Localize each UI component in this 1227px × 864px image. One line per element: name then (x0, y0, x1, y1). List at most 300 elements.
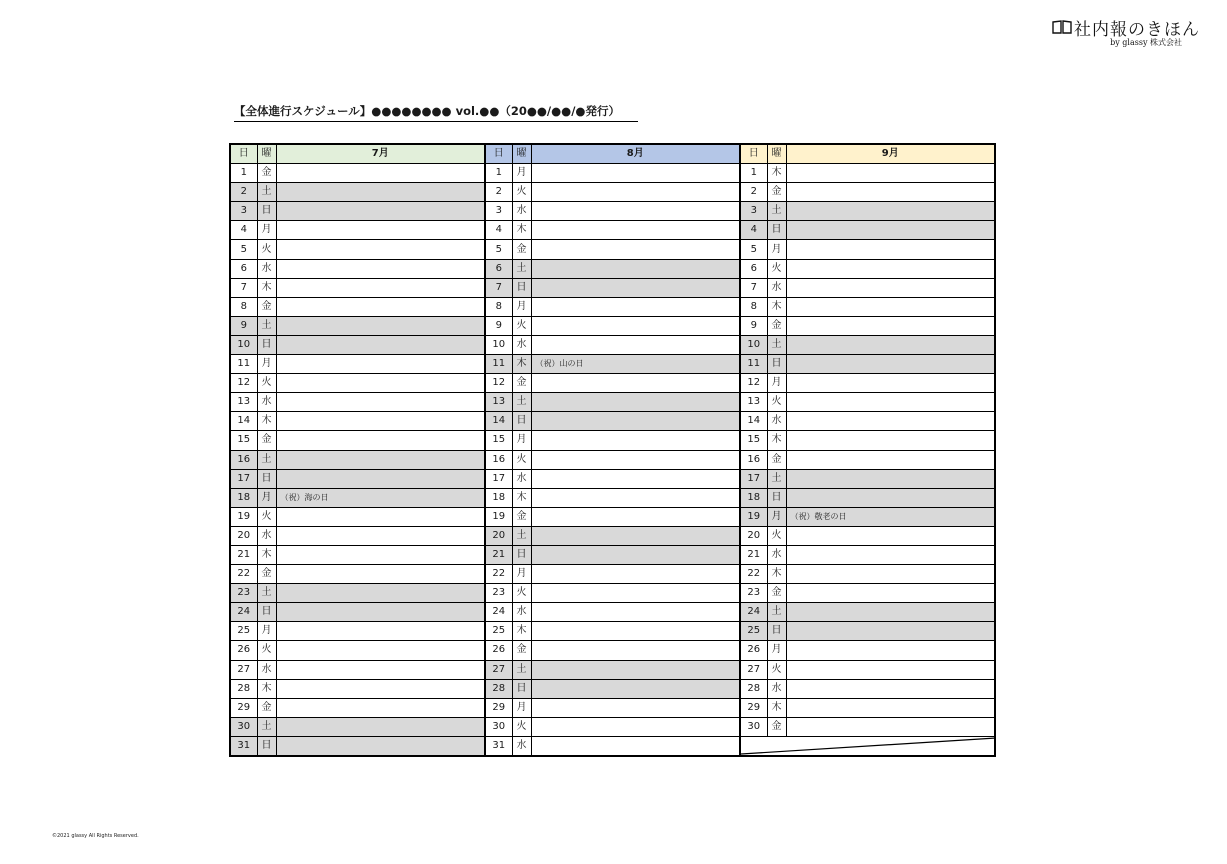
weekday-august: 月 (512, 297, 531, 316)
weekday-august: 日 (512, 545, 531, 564)
memo-cell-august (531, 736, 740, 756)
weekday-july: 日 (257, 603, 276, 622)
day-number-september: 28 (740, 679, 767, 698)
day-number-september: 22 (740, 565, 767, 584)
memo-cell-september (786, 603, 995, 622)
weekday-september: 月 (767, 507, 786, 526)
weekday-august: 水 (512, 202, 531, 221)
memo-cell-july (276, 335, 485, 354)
day-number-july: 19 (230, 507, 257, 526)
day-number-september: 16 (740, 450, 767, 469)
day-number-august: 17 (485, 469, 512, 488)
weekday-september: 土 (767, 335, 786, 354)
weekday-august: 火 (512, 584, 531, 603)
calendar-row (230, 431, 995, 450)
calendar-row (230, 335, 995, 354)
weekday-september: 水 (767, 278, 786, 297)
weekday-july: 金 (257, 297, 276, 316)
weekday-august: 水 (512, 469, 531, 488)
weekday-july: 金 (257, 164, 276, 183)
weekday-july: 金 (257, 565, 276, 584)
day-number-september: 29 (740, 698, 767, 717)
memo-cell-july (276, 259, 485, 278)
calendar-row (230, 584, 995, 603)
calendar-row (230, 297, 995, 316)
day-number-september: 24 (740, 603, 767, 622)
weekday-august: 日 (512, 412, 531, 431)
weekday-august: 火 (512, 316, 531, 335)
day-number-july: 10 (230, 335, 257, 354)
day-number-july: 4 (230, 221, 257, 240)
month-header-september: 9月 (786, 144, 995, 164)
memo-cell-july (276, 374, 485, 393)
memo-cell-july (276, 584, 485, 603)
day-number-july: 13 (230, 393, 257, 412)
weekday-august: 水 (512, 335, 531, 354)
memo-cell-august (531, 393, 740, 412)
memo-cell-september (786, 565, 995, 584)
brand-byline: by glassy 株式会社 (1110, 38, 1182, 47)
day-number-september: 21 (740, 545, 767, 564)
calendar-row (230, 660, 995, 679)
weekday-july: 木 (257, 679, 276, 698)
memo-cell-august (531, 335, 740, 354)
weekday-july: 火 (257, 374, 276, 393)
day-number-august: 8 (485, 297, 512, 316)
memo-cell-july (276, 164, 485, 183)
memo-cell-july: （祝）海の日 (276, 488, 485, 507)
calendar-row (230, 412, 995, 431)
memo-cell-august (531, 183, 740, 202)
day-number-august: 22 (485, 565, 512, 584)
memo-cell-august (531, 297, 740, 316)
memo-cell-august (531, 202, 740, 221)
day-number-july: 14 (230, 412, 257, 431)
memo-cell-july (276, 660, 485, 679)
memo-cell-july (276, 412, 485, 431)
memo-cell-september (786, 164, 995, 183)
weekday-july: 月 (257, 622, 276, 641)
weekday-august: 火 (512, 717, 531, 736)
day-number-september: 1 (740, 164, 767, 183)
memo-cell-august (531, 469, 740, 488)
day-number-september: 23 (740, 584, 767, 603)
day-number-july: 6 (230, 259, 257, 278)
weekday-july: 日 (257, 202, 276, 221)
day-number-august: 15 (485, 431, 512, 450)
memo-cell-august (531, 221, 740, 240)
day-number-july: 22 (230, 565, 257, 584)
day-header-september: 日 (740, 144, 767, 164)
day-number-september: 30 (740, 717, 767, 736)
day-number-august: 18 (485, 488, 512, 507)
memo-cell-july (276, 278, 485, 297)
day-number-july: 7 (230, 278, 257, 297)
calendar-row (230, 545, 995, 564)
weekday-september: 月 (767, 374, 786, 393)
memo-cell-september (786, 660, 995, 679)
memo-cell-september (786, 488, 995, 507)
day-number-august: 24 (485, 603, 512, 622)
calendar-row (230, 393, 995, 412)
day-number-september: 27 (740, 660, 767, 679)
memo-cell-august (531, 660, 740, 679)
memo-cell-september (786, 240, 995, 259)
day-number-august: 4 (485, 221, 512, 240)
memo-cell-september (786, 278, 995, 297)
weekday-august: 水 (512, 603, 531, 622)
memo-cell-july (276, 221, 485, 240)
weekday-july: 土 (257, 316, 276, 335)
day-number-july: 27 (230, 660, 257, 679)
day-number-september: 8 (740, 297, 767, 316)
memo-cell-september (786, 545, 995, 564)
day-header-july: 日 (230, 144, 257, 164)
day-number-september: 11 (740, 355, 767, 374)
day-number-september: 19 (740, 507, 767, 526)
day-number-july: 28 (230, 679, 257, 698)
day-number-august: 9 (485, 316, 512, 335)
weekday-september: 木 (767, 431, 786, 450)
weekday-september: 土 (767, 603, 786, 622)
calendar-row (230, 679, 995, 698)
calendar-row (230, 622, 995, 641)
day-number-august: 11 (485, 355, 512, 374)
weekday-august: 日 (512, 278, 531, 297)
day-number-july: 30 (230, 717, 257, 736)
memo-cell-july (276, 450, 485, 469)
memo-cell-july (276, 526, 485, 545)
memo-cell-july (276, 717, 485, 736)
calendar-row (230, 526, 995, 545)
memo-cell-september (786, 679, 995, 698)
day-number-july: 23 (230, 584, 257, 603)
month-header-july: 7月 (276, 144, 485, 164)
day-number-july: 21 (230, 545, 257, 564)
weekday-august: 月 (512, 431, 531, 450)
weekday-july: 土 (257, 717, 276, 736)
weekday-september: 日 (767, 488, 786, 507)
day-number-august: 21 (485, 545, 512, 564)
memo-cell-september (786, 259, 995, 278)
weekday-september: 金 (767, 316, 786, 335)
day-number-september: 13 (740, 393, 767, 412)
memo-cell-september (786, 469, 995, 488)
memo-cell-september (786, 641, 995, 660)
weekday-september: 火 (767, 660, 786, 679)
calendar-row (230, 736, 995, 756)
memo-cell-august (531, 278, 740, 297)
weekday-september: 日 (767, 355, 786, 374)
weekday-september: 水 (767, 679, 786, 698)
memo-cell-august (531, 488, 740, 507)
weekday-september: 土 (767, 202, 786, 221)
day-number-august: 1 (485, 164, 512, 183)
memo-cell-august (531, 545, 740, 564)
memo-cell-august (531, 431, 740, 450)
header-row (230, 144, 995, 164)
weekday-august: 木 (512, 622, 531, 641)
weekday-july: 日 (257, 736, 276, 756)
day-number-july: 1 (230, 164, 257, 183)
calendar-row (230, 488, 995, 507)
day-number-august: 19 (485, 507, 512, 526)
memo-cell-september (786, 431, 995, 450)
brand-name: 社内報のきほん (1074, 20, 1200, 40)
memo-cell-august (531, 679, 740, 698)
memo-cell-july (276, 393, 485, 412)
weekday-july: 木 (257, 412, 276, 431)
calendar-row (230, 374, 995, 393)
day-number-august: 3 (485, 202, 512, 221)
weekday-september: 金 (767, 183, 786, 202)
weekday-july: 木 (257, 545, 276, 564)
weekday-july: 金 (257, 431, 276, 450)
weekday-july: 水 (257, 660, 276, 679)
day-number-august: 2 (485, 183, 512, 202)
calendar-row (230, 641, 995, 660)
calendar-row (230, 240, 995, 259)
weekday-header-september: 曜 (767, 144, 786, 164)
memo-cell-september (786, 202, 995, 221)
weekday-july: 月 (257, 221, 276, 240)
day-number-july: 17 (230, 469, 257, 488)
weekday-july: 日 (257, 469, 276, 488)
day-number-july: 2 (230, 183, 257, 202)
day-number-july: 8 (230, 297, 257, 316)
calendar-row (230, 278, 995, 297)
day-number-august: 28 (485, 679, 512, 698)
weekday-august: 月 (512, 565, 531, 584)
memo-cell-september (786, 584, 995, 603)
calendar-row (230, 717, 995, 736)
day-number-july: 12 (230, 374, 257, 393)
day-number-september: 26 (740, 641, 767, 660)
day-number-july: 3 (230, 202, 257, 221)
copyright: ©2021 glassy All Rights Reserved. (52, 833, 139, 839)
weekday-august: 金 (512, 374, 531, 393)
weekday-header-august: 曜 (512, 144, 531, 164)
memo-cell-august (531, 641, 740, 660)
day-header-august: 日 (485, 144, 512, 164)
weekday-august: 火 (512, 183, 531, 202)
day-number-july: 29 (230, 698, 257, 717)
memo-cell-september (786, 297, 995, 316)
weekday-september: 木 (767, 164, 786, 183)
weekday-july: 土 (257, 584, 276, 603)
day-number-july: 9 (230, 316, 257, 335)
memo-cell-july (276, 698, 485, 717)
weekday-august: 金 (512, 641, 531, 660)
memo-cell-july (276, 736, 485, 756)
weekday-july: 金 (257, 698, 276, 717)
memo-cell-july (276, 622, 485, 641)
memo-cell-september (786, 717, 995, 736)
memo-cell-august (531, 526, 740, 545)
weekday-july: 水 (257, 259, 276, 278)
weekday-september: 木 (767, 698, 786, 717)
memo-cell-august (531, 584, 740, 603)
weekday-july: 火 (257, 240, 276, 259)
memo-cell-july (276, 297, 485, 316)
day-number-august: 27 (485, 660, 512, 679)
weekday-september: 土 (767, 469, 786, 488)
page-title: 【全体進行スケジュール】●●●●●●●● vol.●●（20●●/●●/●発行） (234, 103, 638, 122)
day-number-july: 20 (230, 526, 257, 545)
strike-line (741, 737, 995, 755)
day-number-september: 12 (740, 374, 767, 393)
memo-cell-july (276, 545, 485, 564)
day-number-august: 6 (485, 259, 512, 278)
day-number-august: 23 (485, 584, 512, 603)
weekday-august: 土 (512, 393, 531, 412)
weekday-august: 金 (512, 507, 531, 526)
weekday-august: 土 (512, 526, 531, 545)
memo-cell-august (531, 717, 740, 736)
weekday-august: 木 (512, 488, 531, 507)
weekday-july: 月 (257, 355, 276, 374)
day-number-september: 4 (740, 221, 767, 240)
weekday-july: 水 (257, 393, 276, 412)
day-number-august: 25 (485, 622, 512, 641)
memo-cell-september (786, 183, 995, 202)
calendar-row (230, 164, 995, 183)
weekday-august: 月 (512, 698, 531, 717)
weekday-september: 火 (767, 259, 786, 278)
memo-cell-july (276, 641, 485, 660)
open-book-icon (1052, 20, 1072, 34)
calendar-row (230, 507, 995, 526)
day-number-august: 26 (485, 641, 512, 660)
day-number-september: 17 (740, 469, 767, 488)
day-number-august: 12 (485, 374, 512, 393)
weekday-september: 月 (767, 240, 786, 259)
memo-cell-august (531, 374, 740, 393)
day-number-september: 20 (740, 526, 767, 545)
weekday-august: 土 (512, 259, 531, 278)
unused-cell-september (740, 736, 995, 756)
day-number-july: 11 (230, 355, 257, 374)
memo-cell-august (531, 240, 740, 259)
weekday-august: 月 (512, 164, 531, 183)
memo-cell-august (531, 164, 740, 183)
day-number-september: 18 (740, 488, 767, 507)
day-number-september: 10 (740, 335, 767, 354)
memo-cell-september (786, 221, 995, 240)
day-number-august: 5 (485, 240, 512, 259)
weekday-september: 水 (767, 412, 786, 431)
calendar-row (230, 259, 995, 278)
calendar-row (230, 698, 995, 717)
weekday-september: 火 (767, 393, 786, 412)
weekday-august: 木 (512, 221, 531, 240)
memo-cell-september (786, 412, 995, 431)
weekday-august: 木 (512, 355, 531, 374)
day-number-september: 7 (740, 278, 767, 297)
memo-cell-july (276, 469, 485, 488)
day-number-august: 31 (485, 736, 512, 756)
weekday-july: 水 (257, 526, 276, 545)
day-number-august: 14 (485, 412, 512, 431)
weekday-august: 火 (512, 450, 531, 469)
schedule-table (229, 143, 996, 757)
day-number-august: 16 (485, 450, 512, 469)
weekday-september: 日 (767, 622, 786, 641)
memo-cell-july (276, 316, 485, 335)
day-number-july: 26 (230, 641, 257, 660)
day-number-july: 31 (230, 736, 257, 756)
day-number-july: 15 (230, 431, 257, 450)
day-number-august: 29 (485, 698, 512, 717)
weekday-september: 日 (767, 221, 786, 240)
weekday-september: 木 (767, 565, 786, 584)
day-number-july: 16 (230, 450, 257, 469)
memo-cell-august (531, 622, 740, 641)
weekday-september: 火 (767, 526, 786, 545)
day-number-august: 13 (485, 393, 512, 412)
day-number-august: 7 (485, 278, 512, 297)
weekday-august: 金 (512, 240, 531, 259)
day-number-september: 3 (740, 202, 767, 221)
memo-cell-september (786, 374, 995, 393)
weekday-september: 金 (767, 450, 786, 469)
day-number-july: 25 (230, 622, 257, 641)
weekday-july: 月 (257, 488, 276, 507)
day-number-july: 24 (230, 603, 257, 622)
memo-cell-september: （祝）敬老の日 (786, 507, 995, 526)
weekday-september: 水 (767, 545, 786, 564)
day-number-september: 15 (740, 431, 767, 450)
weekday-september: 木 (767, 297, 786, 316)
weekday-september: 金 (767, 584, 786, 603)
calendar-row (230, 469, 995, 488)
memo-cell-september (786, 622, 995, 641)
memo-cell-july (276, 565, 485, 584)
memo-cell-september (786, 393, 995, 412)
weekday-september: 金 (767, 717, 786, 736)
day-number-september: 5 (740, 240, 767, 259)
memo-cell-july (276, 603, 485, 622)
memo-cell-july (276, 355, 485, 374)
calendar-row (230, 565, 995, 584)
weekday-july: 火 (257, 641, 276, 660)
memo-cell-july (276, 240, 485, 259)
memo-cell-september (786, 355, 995, 374)
day-number-september: 25 (740, 622, 767, 641)
day-number-september: 2 (740, 183, 767, 202)
day-number-september: 6 (740, 259, 767, 278)
memo-cell-august (531, 259, 740, 278)
weekday-august: 土 (512, 660, 531, 679)
month-header-august: 8月 (531, 144, 740, 164)
day-number-september: 9 (740, 316, 767, 335)
memo-cell-august (531, 507, 740, 526)
brand-logo (1052, 16, 1200, 50)
weekday-july: 木 (257, 278, 276, 297)
memo-cell-august (531, 412, 740, 431)
day-number-august: 30 (485, 717, 512, 736)
memo-cell-september (786, 526, 995, 545)
memo-cell-july (276, 202, 485, 221)
memo-cell-august (531, 316, 740, 335)
weekday-july: 火 (257, 507, 276, 526)
weekday-july: 日 (257, 335, 276, 354)
weekday-august: 水 (512, 736, 531, 756)
weekday-september: 月 (767, 641, 786, 660)
calendar-row (230, 450, 995, 469)
calendar-row (230, 316, 995, 335)
day-number-august: 10 (485, 335, 512, 354)
